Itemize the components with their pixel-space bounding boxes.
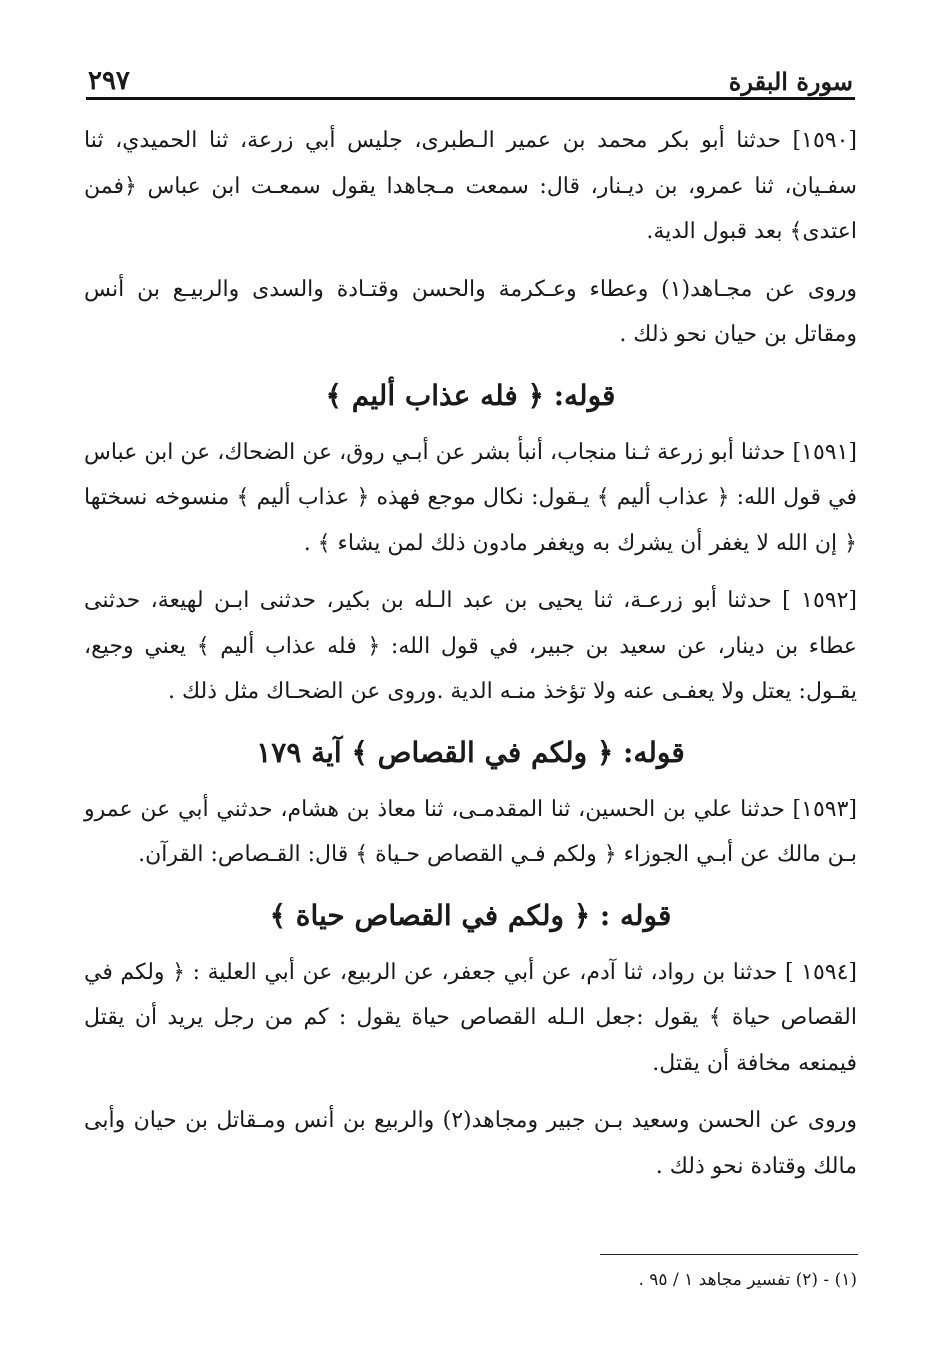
hadith-1593: [١٥٩٣] حدثنا علي بن الحسين، ثنا المقدمـى، ثنا معاذ بن هشام، حدثني أبي عن عمرو بـن مالك عن أبـي الجوزاء ﴿ ولكم فـي القصاص حـياة ﴾ قال: القـصاص: القرآن.	[84, 796, 857, 867]
footnote: (١) - (٢) تفسير مجاهد ١ / ٩٥ .	[638, 1270, 857, 1290]
header-rule	[86, 97, 855, 100]
hadith-1594: [١٥٩٤ ] حدثنا بن رواد، ثنا آدم، عن أبي جعفر، عن الربيع، عن أبي العلية : ﴿ ولكم في القصاص حياة ﴾ يقول :جعل الـله القصاص حياة يقول : كم من رجل يريد أن يقتل فيمنعه مخافة أن يقتل.	[84, 959, 857, 1076]
surah-title: سورة البقرة	[728, 67, 853, 96]
footnote-rule	[600, 1254, 858, 1255]
hadith-1590: [١٥٩٠] حدثنا أبو بكر محمد بن عمير الـطبرى، جليس أبي زرعة، ثنا الحميدي، ثنا سفـيان، ثنا عمرو، بن ديـنار، قال: سمعت مـجاهدا يقول سمعـت ابن عباس ﴿فمن اعتدى﴾ بعد قبول الدية.	[84, 128, 857, 244]
section-heading: قوله: ﴿ ولكم في القصاص ﴾ آية ١٧٩	[256, 735, 685, 769]
hadith-1591: [١٥٩١] حدثنا أبو زرعة ثـنا منجاب، أنبأ بشر عن أبـي روق، عن الضحاك، عن ابن عباس في قول الله: ﴿ عذاب أليم ﴾ يـقول: نكال موجع فهذه ﴿ عذاب أليم ﴾ منسوخه نسختها ﴿ إن الله لا يغفر أن يشرك به ويغفر مادون ذلك لمن يشاء ﴾ .	[84, 439, 857, 556]
section-heading: قوله : ﴿ ولكم في القصاص حياة ﴾	[269, 898, 672, 932]
page-number: ٢٩٧	[88, 66, 130, 96]
hadith-1592: [١٥٩٢ ] حدثنا أبو زرعـة، ثنا يحيى بن عبد الـله بن بكير، حدثنى ابـن لهيعة، حدثنى عطاء بن دينار، عن سعيد بن جبير، في قول الله: ﴿ فله عذاب أليم ﴾ يعني وجيع، يقـول: يعتل ولا يعفـى عنه ولا تؤخذ منـه الدية .وروى عن الضحـاك مثل ذلك .	[84, 588, 857, 704]
page-header	[88, 58, 853, 96]
page-body	[84, 118, 857, 1201]
narration-paragraph: وروى عن الحسن وسعيد بـن جبير ومجاهد(٢) والربيع بن أنس ومـقاتل بن حيان وأبى مالك وقتادة نحو ذلك .	[84, 1108, 857, 1179]
section-heading: قوله: ﴿ فله عذاب أليم ﴾	[325, 378, 616, 412]
narration-paragraph: وروى عن مجـاهد(١) وعطاء وعـكرمة والحسن وقتـادة والسدى والربيـع بن أنس ومقاتل بن حيان نحو ذلك .	[84, 276, 857, 347]
